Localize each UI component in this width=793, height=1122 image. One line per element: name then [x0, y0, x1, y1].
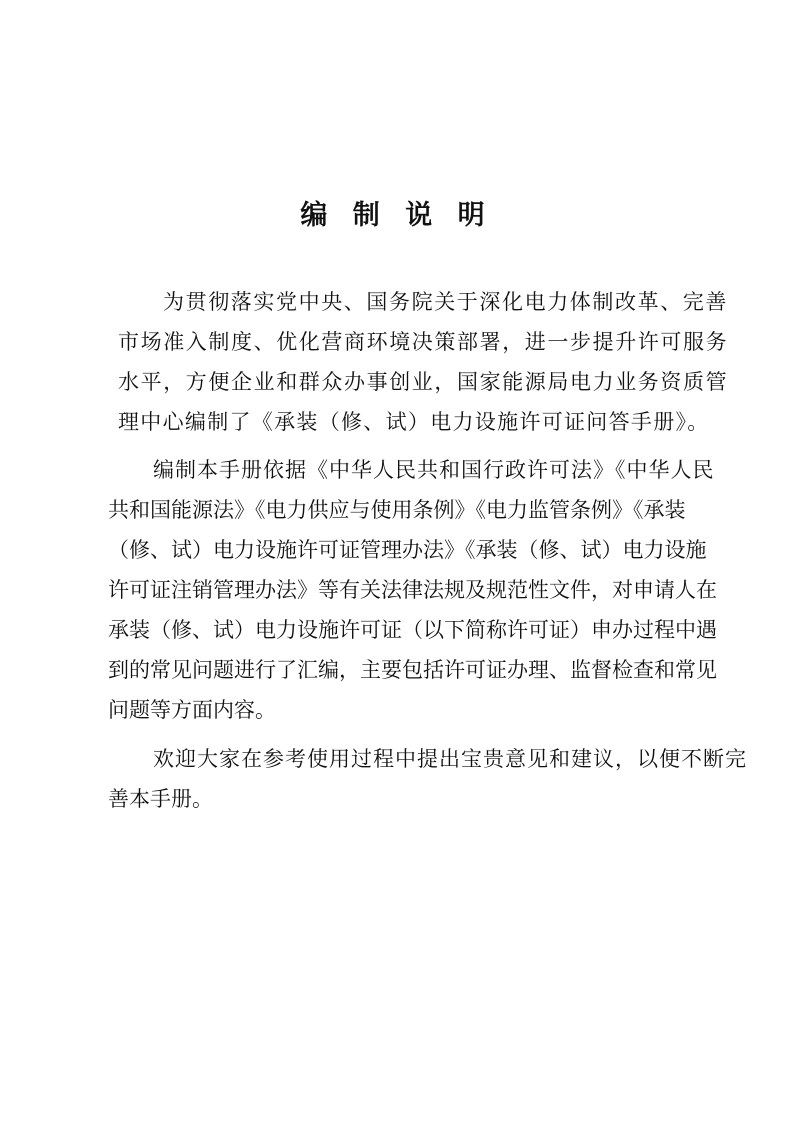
paragraph-2-line-1: 编制本手册依据《中华人民共和国行政许可法》《中华人民 — [153, 458, 715, 482]
paragraph-1-line-3: 水平，方便企业和群众办事创业，国家能源局电力业务资质管 — [118, 370, 729, 394]
paragraph-3-line-2: 善本手册。 — [108, 787, 213, 811]
paragraph-2-line-3: （修、试）电力设施许可证管理办法》《承装（修、试）电力设施 — [108, 538, 707, 562]
paragraph-3-line-1: 欢迎大家在参考使用过程中提出宝贵意见和建议，以便不断完 — [153, 747, 747, 771]
paragraph-2-line-4: 许可证注销管理办法》等有关法律法规及规范性文件，对申请人在 — [108, 578, 717, 602]
paragraph-1-line-4: 理中心编制了《承装（修、试）电力设施许可证问答手册》。 — [118, 410, 710, 434]
paragraph-2-line-5: 承装（修、试）电力设施许可证（以下简称许可证）申办过程中遇 — [108, 618, 717, 642]
paragraph-2-line-6: 到的常见问题进行了汇编，主要包括许可证办理、监督检查和常见 — [108, 658, 717, 682]
paragraph-1-line-1: 为贯彻落实党中央、国务院关于深化电力体制改革、完善 — [163, 290, 728, 314]
paragraph-2-line-2: 共和国能源法》《电力供应与使用条例》《电力监管条例》《承装 — [108, 498, 686, 522]
paragraph-1-line-2: 市场准入制度、优化营商环境决策部署，进一步提升许可服务 — [118, 330, 729, 354]
paragraph-2-line-7: 问题等方面内容。 — [108, 698, 276, 722]
page-title: 编 制 说 明 — [300, 200, 493, 231]
